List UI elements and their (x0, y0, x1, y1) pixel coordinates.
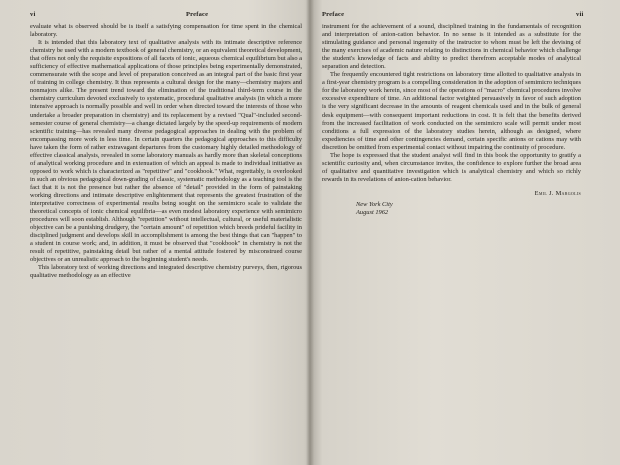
paragraph: The frequently encountered tight restrictions on laboratory time allotted to qualitative analysis in a first-year chemistry program is a compelling consideration in the adoption of semimicro techniques for the laboratory work herein, since most of the operations of "macro" chemical procedures involve excessive expenditure of time. An additional factor weighted persuasively in favor of such adoption is the very significant decrease in the amounts of reagent chemicals used and in the bulk of general desk equipment—with consequent important reductions in cost. It is felt that the benefits derived from the increased facilitation of work conducted on the semimicro scale will permit under most conditions a full expression of the laboratory studies herein, although as designed, where expediencies of time and other contingencies demand, certain specific anions or cations may with discretion be omitted from experimental contact without impairing the continuity of procedure. (322, 71, 581, 151)
paragraph: instrument for the achievement of a sound, disciplined training in the fundamentals of recognition and interpretation of anion-cation behavior. In no sense is it intended as a substitute for the stimulating guidance and personal ingenuity of the instructor to whom must be left the devising of the many exercises of academic nature relating to distinctions in chemical behavior which challenge the student's knowledge of facts and ability to predict therefrom acceptable modes of analytical separation and detection. (322, 23, 581, 71)
book-gutter (306, 0, 314, 465)
page-number: vi (30, 11, 36, 18)
page-number: vii (576, 11, 584, 18)
date: August 1962 (356, 208, 389, 216)
paragraph: It is intended that this laboratory text of qualitative analysis with its intimate descriptive reference chemistry be used with a modern textbook of general chemistry, or an equivalent theoretical development, that offers not only the requisite expositions of all facets of ionic, aqueous chemical equilibrium but also a sufficiency of effective mathematical applications of those principles being experimentally demonstrated, commensurate with the scope and level of preparation conceived as an integral part of the basic first year of training in college chemistry. It thus represents a cultural design for the many—chemistry majors and nonmajors alike. The present trend toward the elimination of the traditional third-term course in the chemistry curriculum devoted exclusively to systematic, procedural qualitative analysis (in which a more intensive approach is normally possible and well in order when directed toward the interests of those who undertake a broader preparation in chemistry) and its replacement by a revised "Qual"-included second-semester course of general chemistry—a change dictated largely by the speed-up requirements of modern scientific training—has revealed many diverse pedagogical approaches in dealing with the problem of encompassing more work in less time. In certain quarters the pedagogical approaches to this difficulty have taken the form of rather extravagant departures from the customary highly detailed methodology of effective classical analysis, revealed in some laboratory manuals as hardly more than skeletal conceptions of analytical working procedure and in extenuation of which an appeal is made to individual initiative as opposed to work which is characterized as "repetitive" and "cookbook." What, regrettably, is overlooked in such an obvious pedagogical down-grading of classic, systematic methodology as a teaching tool is the fact that it is not the presence but rather the absence of "detail" provided in the form of painstaking working directions and intimate descriptive enlightenment that represents the greatest frustration of the interpretative correctness of experimental results being sought on the semimicro scale to validate the theoretical concepts of ionic chemical equilibria—as even modest laboratory experience with semimicro procedures will soon establish. Although "repetition" without intellectual, cultural, or useful materialistic objective can be a punishing drudgery, the "certain amount" of repetition which breeds prideful facility in disciplined judgment and develops skill in accomplishment is among the best things that can "happen" to a student in course work; and, in addition, it must be observed that "cookbook" in chemistry is not the result of repetitive, painstaking detail but rather of a mental attitude fostered by misconstrued course objectives or an unrealistic approach to the beginning student's needs. (30, 39, 302, 264)
paragraph: The hope is expressed that the student analyst will find in this book the opportunity to gratify a scientific curiosity and, when circumstance invites, the confidence to explore further the broad area of qualitative and quantitative investigation which is analytical chemistry and which so richly rewards in its revelations of anion-cation behavior. (322, 151, 581, 183)
running-head: Preface (186, 11, 209, 18)
dateline (356, 201, 581, 217)
body-text (30, 23, 302, 281)
right-page (314, 0, 620, 465)
paragraph: evaluate what is observed should be is itself a satisfying compensation for time spent in the chemical laboratory. (30, 23, 302, 39)
author-signature: Emil J. Margolis (534, 189, 581, 197)
paragraph: This laboratory text of working directions and integrated descriptive chemistry purveys, then, rigorous qualitative methodology as an effective (30, 264, 302, 280)
body-text (322, 23, 581, 217)
place: New York City (356, 200, 393, 208)
running-head: Preface (322, 11, 345, 18)
left-page (0, 0, 306, 465)
